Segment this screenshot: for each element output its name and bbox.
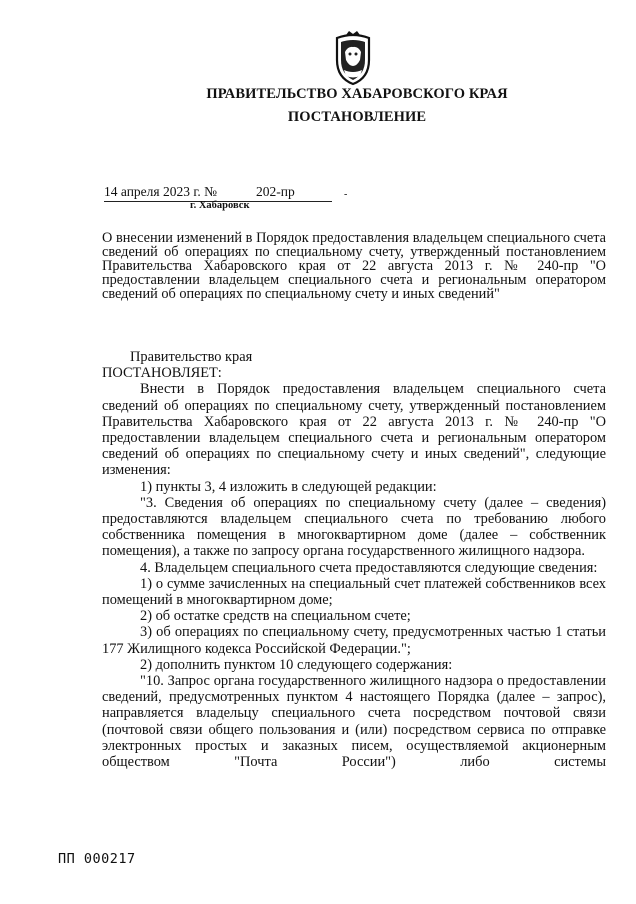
body-paragraph: "3. Сведения об операциях по специальному счету (далее – сведения) предоставляются владельцем специального счета по требованию любого собственника помещения в многоквартирном доме (далее – собственник помещения), а также по запросу органа государственного жилищного надзора.	[102, 494, 606, 560]
body-paragraph: 1) о сумме зачисленных на специальный счет платежей собственников всех помещений в многоквартирном доме;	[102, 575, 606, 609]
body-paragraph: 2) об остатке средств на специальном счете;	[140, 608, 411, 625]
document-date: 14 апреля 2023 г. №	[104, 184, 217, 199]
document-body	[102, 349, 606, 770]
body-paragraph: "10. Запрос органа государственного жилищного надзора о предоставлении сведений, предусмотренных пунктом 4 настоящего Порядка (далее – запрос), направляется владельцу специального счета посредством почтовой связи (почтовой связи общего пользования и (или) посредством сервиса по отправке электронных простых и заказных писем, осуществляемой акционерным обществом "Почта России") либо системы	[102, 673, 606, 771]
body-paragraph: 4. Владельцем специального счета предоставляются следующие сведения:	[140, 559, 598, 576]
document-type-title: ПОСТАНОВЛЕНИЕ	[287, 109, 427, 125]
body-paragraph: 3) об операциях по специальному счету, предусмотренных частью 1 статьи 177 Жилищного кодекса Российской Федерации.";	[102, 624, 606, 657]
body-paragraph: ПОСТАНОВЛЯЕТ:	[102, 365, 222, 382]
document-subject: О внесении изменений в Порядок предоставления владельцем специального счета сведений об операциях по специальному счету, утвержденный постановлением Правительства Хабаровского края от 22 августа 2013 г. № 240-пр "О предоставлении владельцем специального счета и региональным оператором сведений об операциях по специальному счету и иных сведений"	[102, 230, 606, 302]
body-paragraph: Правительство края	[130, 349, 253, 365]
organization-title: ПРАВИТЕЛЬСТВО ХАБАРОВСКОГО КРАЯ	[206, 86, 508, 102]
scan-mark: -	[344, 189, 348, 200]
footer-code: ПП 000217	[58, 851, 136, 867]
body-paragraph: 2) дополнить пунктом 10 следующего содержания:	[140, 656, 453, 673]
document-number: 202-пр	[256, 184, 295, 199]
body-paragraph: Внести в Порядок предоставления владельцем специального счета сведений об операциях по специальному счету, утвержденный постановлением Правительства Хабаровского края от 22 августа 2013 г. № 240-пр "О предоставлении владельцем специального счета и региональным оператором сведений об операциях по специальному счету и иных сведений", следующие изменения:	[102, 381, 606, 479]
coat-of-arms-icon	[330, 30, 376, 86]
document-city: г. Хабаровск	[190, 200, 250, 211]
body-paragraph: 1) пункты 3, 4 изложить в следующей редакции:	[140, 478, 437, 495]
